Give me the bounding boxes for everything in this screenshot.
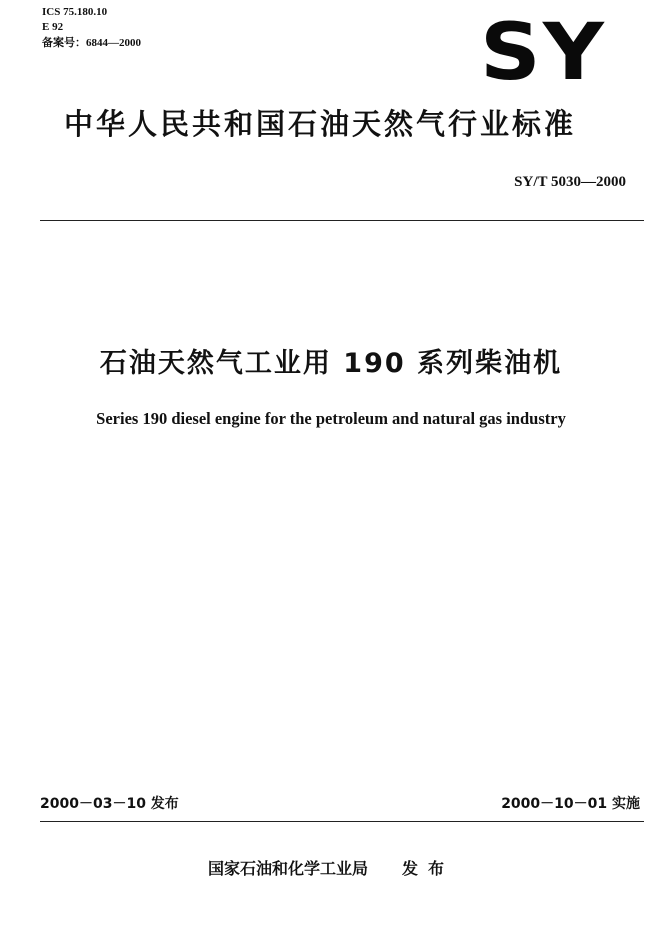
- document-title-english: Series 190 diesel engine for the petroleum and natural gas industry: [96, 409, 566, 428]
- standard-body-title: 中华人民共和国石油天然气行业标准: [64, 107, 577, 141]
- ics-code: ICS 75.180.10: [42, 6, 108, 18]
- issuer-action: 发布: [402, 859, 455, 878]
- top-divider: [40, 220, 644, 221]
- issuer-line: [0, 858, 662, 880]
- issuer-name: 国家石油和化学工业局: [207, 859, 368, 878]
- issue-date: 2000－03－10 发布: [40, 796, 179, 812]
- sy-logo: SY: [480, 8, 607, 98]
- bottom-divider: [40, 821, 644, 822]
- standard-number: SY/T 5030—2000: [514, 174, 626, 190]
- classification-code: E 92: [42, 21, 64, 33]
- effective-date: 2000－10－01 实施: [501, 796, 640, 812]
- document-title-chinese: 石油天然气工业用 190 系列柴油机: [99, 348, 563, 379]
- filing-number: 备案号：6844—2000: [42, 37, 141, 49]
